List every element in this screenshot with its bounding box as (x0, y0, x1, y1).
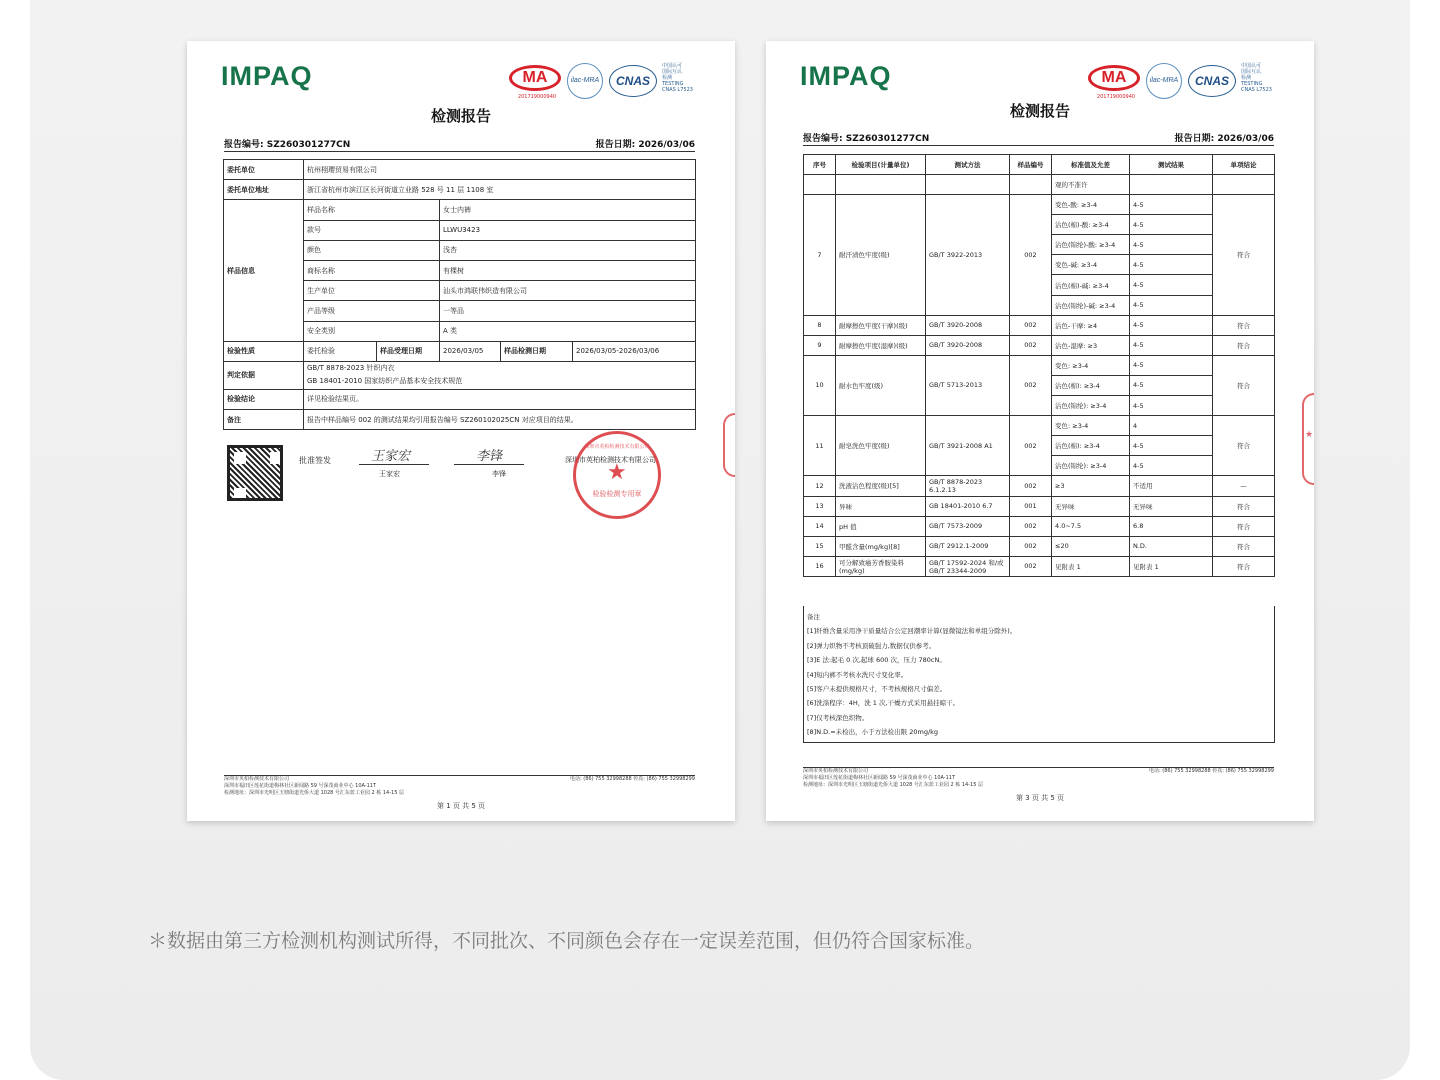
background-panel (30, 0, 1410, 1080)
item-number: 16 (804, 556, 836, 576)
test-method: GB 18401-2010 6.7 (926, 496, 1010, 516)
test-method: GB/T 3921-2008 A1 (926, 416, 1010, 476)
test-method: GB/T 17592-2024 和/或 GB/T 23344-2009 (926, 556, 1010, 576)
signature-line (454, 464, 524, 465)
table-row (804, 335, 1275, 355)
test-item: 洗液沾色程度(级)[5] (836, 476, 926, 496)
table-row (804, 416, 1275, 436)
test-result: 4-5 (1130, 456, 1213, 476)
remark-label: 备注 (224, 410, 304, 430)
receive-date-label: 样品受理日期 (377, 341, 440, 361)
report-number: 报告编号: SZ260301277CN (224, 140, 351, 150)
column-header: 标准值及允差 (1052, 155, 1130, 175)
item-number: 15 (804, 536, 836, 556)
standard-value: 无异味 (1052, 496, 1130, 516)
sample-number: 002 (1010, 476, 1052, 496)
test-result: 4-5 (1130, 315, 1213, 335)
cnas-info-line: CNAS L7523 (662, 87, 693, 93)
column-header: 单项结论 (1213, 155, 1275, 175)
sample-number: 002 (1010, 355, 1052, 415)
standard-value: 沾色(棉): ≥3-4 (1052, 436, 1130, 456)
table-row (804, 516, 1275, 536)
test-result: 6.8 (1130, 516, 1213, 536)
test-item: 耐汗渍色牢度(级) (836, 195, 926, 316)
table-row (224, 160, 696, 180)
brand-logo: IMPAQ (800, 61, 892, 91)
standard-value: 变色-碱: ≥3-4 (1052, 255, 1130, 275)
notes-box (803, 606, 1275, 743)
test-method: GB/T 8878-2023 6.1.2.13 (926, 476, 1010, 496)
test-method: GB/T 5713-2013 (926, 355, 1010, 415)
test-item: 耐皂洗色牢度(级) (836, 416, 926, 476)
signer-organization: 深圳市英柏检测技术有限公司 (565, 456, 656, 464)
cnas-info-line: 国际互认 (662, 69, 683, 75)
note-line: [7]仅考核深色织物。 (807, 713, 869, 722)
standard-value: 变色: ≥3-4 (1052, 416, 1130, 436)
cma-logo: MA (509, 65, 561, 91)
cnas-info-line: TESTING (1241, 81, 1263, 87)
table-row (804, 355, 1275, 375)
note-line: [6]洗涤程序：4H，洗 1 次,干燥方式采用悬挂晾干。 (807, 699, 960, 708)
sample-number: 002 (1010, 536, 1052, 556)
note-line: [8]N.D.=未检出，小于方法检出限 20mg/kg (807, 728, 939, 737)
page-number: 第 1 页 共 5 页 (436, 802, 486, 810)
note-line: [2]弹力织物不考核顶破强力,数据仅供参考。 (807, 641, 936, 650)
signature-2: 李锋 (476, 449, 503, 464)
test-item: 可分解致癌芳香胺染料(mg/kg) (836, 556, 926, 576)
test-date-label: 样品检测日期 (501, 341, 573, 361)
test-item: 甲醛含量(mg/kg)[8] (836, 536, 926, 556)
test-result: 不适用 (1130, 476, 1213, 496)
footer (224, 776, 695, 797)
standard-value: 沾色(棉)-酸: ≥3-4 (1052, 215, 1130, 235)
test-item: 耐摩擦色牢度(干摩)(级) (836, 315, 926, 335)
table-row (224, 389, 696, 409)
page-number: 第 3 页 共 5 页 (1015, 794, 1065, 802)
address-label: 委托单位地址 (224, 180, 304, 200)
standard-value: ≥3 (1052, 476, 1130, 496)
cnas-info-line: 检测 (662, 75, 673, 81)
approve-label: 批准签发 (299, 456, 331, 465)
signature-line (359, 464, 429, 465)
standard-value: 沾色(棉)-碱: ≥3-4 (1052, 275, 1130, 295)
remark-value: 报告中样品编号 002 的测试结果均引用报告编号 SZ260102025CN 对应项目的结果。 (304, 410, 696, 430)
certification-logos (509, 63, 705, 105)
sample-item-value: 女士内裤 (440, 200, 696, 220)
note-line: [3]E 法:起毛 0 次,起球 600 次，压力 780cN。 (807, 656, 946, 665)
seal-text: 检验检测专用章 (592, 490, 642, 498)
test-result: 见附表 1 (1130, 556, 1213, 576)
brand-logo: IMPAQ (221, 61, 313, 91)
test-result: 4-5 (1130, 396, 1213, 416)
qr-code (227, 445, 283, 501)
footer-contact: 电话: (86) 755 32998288 传真: (86) 755 32998299 (1148, 768, 1274, 774)
seal-arc-text: 深圳市英柏检测技术有限公司 (584, 444, 650, 450)
standard-value: ≤20 (1052, 536, 1130, 556)
test-result: 4-5 (1130, 355, 1213, 375)
footer-contact: 电话: (86) 755 32998288 传真: (86) 755 32998299 (569, 776, 695, 782)
test-method: GB/T 3920-2008 (926, 335, 1010, 355)
item-verdict: 符合 (1213, 335, 1275, 355)
footer (803, 768, 1274, 789)
column-header: 样品编号 (1010, 155, 1052, 175)
footer-rule (224, 775, 695, 776)
cnas-info (1241, 63, 1287, 93)
test-result: 4-5 (1130, 436, 1213, 456)
item-number: 14 (804, 516, 836, 536)
item-number: 11 (804, 416, 836, 476)
test-result: 4-5 (1130, 235, 1213, 255)
sample-number: 002 (1010, 335, 1052, 355)
standard-value: 沾色(棉): ≥3-4 (1052, 375, 1130, 395)
footer-rule (803, 767, 1274, 768)
cnas-info-line: 国际互认 (1241, 69, 1262, 75)
edge-seal (723, 413, 735, 477)
certification-logos (1088, 63, 1284, 105)
report-date: 报告日期: 2026/03/06 (595, 140, 695, 150)
footer-line: 深圳市英柏检测技术有限公司 (803, 768, 869, 774)
table-row (804, 536, 1275, 556)
table-row (804, 496, 1275, 516)
footer-line: 检测地址：深圳市光明区玉塘街道光侨大道 1028 号汇东蓝工业园 2 栋 14-15 层 (803, 782, 983, 788)
header-rule (803, 145, 1274, 146)
footer-line: 深圳市英柏检测技术有限公司 (224, 776, 290, 782)
test-result: 4 (1130, 416, 1213, 436)
sample-item-value: 一等品 (440, 301, 696, 321)
test-results-table (803, 154, 1275, 577)
cma-number: 201719000940 (1096, 94, 1136, 100)
cnas-info-line: CNAS L7523 (1241, 87, 1272, 93)
nature-value: 委托检验 (304, 341, 377, 361)
table-row (224, 180, 696, 200)
sample-number: 002 (1010, 416, 1052, 476)
signer-1-name: 王家宏 (379, 470, 400, 478)
basis-label: 判定依据 (224, 361, 304, 389)
item-verdict: 符合 (1213, 496, 1275, 516)
sample-number: 001 (1010, 496, 1052, 516)
report-meta (803, 131, 1274, 144)
footer-line: 深圳市福田区莲花街道梅林社区新闻路 59 号深茂商业中心 10A-11T (224, 783, 377, 789)
table-row (804, 476, 1275, 496)
item-number: 7 (804, 195, 836, 316)
item-verdict: — (1213, 476, 1275, 496)
table-row (804, 195, 1275, 215)
test-result: 4-5 (1130, 335, 1213, 355)
test-result: 4-5 (1130, 375, 1213, 395)
test-item: 耐摩擦色牢度(湿摩)(级) (836, 335, 926, 355)
sample-item-key: 样品名称 (304, 200, 440, 220)
sample-number: 002 (1010, 315, 1052, 335)
test-result: 4-5 (1130, 255, 1213, 275)
cnas-logo: CNAS (609, 65, 657, 97)
test-result: 4-5 (1130, 275, 1213, 295)
ilac-mra-logo: ilac-MRA (1146, 63, 1182, 99)
item-verdict: 符合 (1213, 355, 1275, 415)
test-result: 4-5 (1130, 215, 1213, 235)
test-method: GB/T 3920-2008 (926, 315, 1010, 335)
header-rule (224, 151, 695, 152)
standard-value: 变色-酸: ≥3-4 (1052, 195, 1130, 215)
client-value: 杭州栩璎贸易有限公司 (304, 160, 696, 180)
note-line: [4]短内裤不考核水洗尺寸变化率。 (807, 670, 908, 679)
signature-1: 王家宏 (371, 449, 411, 464)
disclaimer-text: ＊数据由第三方检测机构测试所得，不同批次、不同颜色会存在一定误差范围，但仍符合国家标准。 (148, 930, 985, 952)
standard-value: 见附表 1 (1052, 556, 1130, 576)
receive-date-value: 2026/03/05 (440, 341, 501, 361)
conclusion-value: 详见检验结果页。 (304, 389, 696, 409)
cnas-info-line: TESTING (662, 81, 684, 87)
table-row (804, 175, 1275, 195)
sample-item-key: 产品等级 (304, 301, 440, 321)
sample-number: 002 (1010, 516, 1052, 536)
test-result: 无异味 (1130, 496, 1213, 516)
footer-line: 深圳市福田区莲花街道梅林社区新闻路 59 号深茂商业中心 10A-11T (803, 775, 956, 781)
conclusion-label: 检验结论 (224, 389, 304, 409)
standard-value: 沾色(锦纶): ≥3-4 (1052, 456, 1130, 476)
table-header-row (804, 155, 1275, 175)
star-icon: ★ (607, 460, 627, 485)
sample-item-key: 商标名称 (304, 260, 440, 280)
basis-value (304, 361, 696, 389)
standard-value: 沾色-湿摩: ≥3 (1052, 335, 1130, 355)
sample-number: 002 (1010, 556, 1052, 576)
table-row (224, 361, 696, 389)
column-header: 测试方法 (926, 155, 1010, 175)
report-title: 检测报告 (1009, 102, 1070, 120)
item-number: 13 (804, 496, 836, 516)
notes-title: 备注 (807, 613, 820, 621)
report-info-table (223, 159, 696, 430)
standard-value: 变色: ≥3-4 (1052, 355, 1130, 375)
test-date-value: 2026/03/05-2026/03/06 (573, 341, 696, 361)
sample-item-value: 汕头市鸿联伟织造有限公司 (440, 281, 696, 301)
column-header: 序号 (804, 155, 836, 175)
item-verdict: 符合 (1213, 315, 1275, 335)
sample-item-value: 浅杏 (440, 240, 696, 260)
column-header: 检验项目(计量单位) (836, 155, 926, 175)
edge-seal (1302, 393, 1314, 485)
item-verdict: 符合 (1213, 416, 1275, 476)
address-value: 浙江省杭州市滨江区长河街道立业路 528 号 11 层 1108 室 (304, 180, 696, 200)
signer-2-name: 李锋 (492, 470, 506, 478)
standard-value: 沾色(锦纶)-酸: ≥3-4 (1052, 235, 1130, 255)
sample-item-key: 生产单位 (304, 281, 440, 301)
table-row (224, 200, 696, 220)
report-page-1 (187, 41, 735, 821)
report-date: 报告日期: 2026/03/06 (1174, 134, 1274, 144)
carryover-text: 观的不准许 (1052, 175, 1130, 195)
item-number: 8 (804, 315, 836, 335)
sample-item-key: 颜色 (304, 240, 440, 260)
test-method: GB/T 2912.1-2009 (926, 536, 1010, 556)
sample-number: 002 (1010, 195, 1052, 316)
sample-item-key: 款号 (304, 220, 440, 240)
sample-item-key: 安全类别 (304, 321, 440, 341)
report-title: 检测报告 (430, 107, 491, 125)
cnas-logo: CNAS (1188, 65, 1236, 97)
table-row (804, 556, 1275, 576)
test-item: 耐水色牢度(级) (836, 355, 926, 415)
item-number: 12 (804, 476, 836, 496)
standard-value: 沾色-干摩: ≥4 (1052, 315, 1130, 335)
report-number: 报告编号: SZ260301277CN (803, 134, 930, 144)
cnas-info (662, 63, 708, 93)
footer-line: 检测地址：深圳市光明区玉塘街道光侨大道 1028 号汇东蓝工业园 2 栋 14-15 层 (224, 790, 404, 796)
test-result: N.D. (1130, 536, 1213, 556)
standard-value: 沾色(锦纶): ≥3-4 (1052, 396, 1130, 416)
cnas-info-line: 检测 (1241, 75, 1252, 81)
ilac-mra-logo: ilac-MRA (567, 63, 603, 99)
item-verdict: 符合 (1213, 195, 1275, 316)
test-result: 4-5 (1130, 295, 1213, 315)
test-result: 4-5 (1130, 195, 1213, 215)
sample-item-value: A 类 (440, 321, 696, 341)
test-method: GB/T 3922-2013 (926, 195, 1010, 316)
test-item: 异味 (836, 496, 926, 516)
basis-line: GB 18401-2010 国家纺织产品基本安全技术规范 (307, 377, 463, 386)
test-method: GB/T 7573-2009 (926, 516, 1010, 536)
table-row (804, 315, 1275, 335)
sample-item-value: 有棵树 (440, 260, 696, 280)
official-seal (573, 431, 661, 519)
cma-logo: MA (1088, 65, 1140, 91)
nature-label: 检验性质 (224, 341, 304, 361)
cnas-info-line: 中国认可 (662, 63, 683, 69)
cnas-info-line: 中国认可 (1241, 63, 1262, 69)
cma-number: 201719000940 (517, 94, 557, 100)
column-header: 测试结果 (1130, 155, 1213, 175)
report-meta (224, 137, 695, 150)
standard-value: 沾色(锦纶)-碱: ≥3-4 (1052, 295, 1130, 315)
note-line: [1]纤维含量采用净干质量结合公定回潮率计算(显微镜法和单组分除外)。 (807, 627, 1017, 636)
star-icon: ★ (1305, 430, 1314, 441)
sample-item-value: LLWU3423 (440, 220, 696, 240)
item-verdict: 符合 (1213, 536, 1275, 556)
item-verdict: 符合 (1213, 516, 1275, 536)
standard-value: 4.0~7.5 (1052, 516, 1130, 536)
sample-info-label: 样品信息 (224, 200, 304, 341)
note-line: [5]客户未提供规格尺寸，不考核规格尺寸偏差。 (807, 685, 947, 694)
item-number: 10 (804, 355, 836, 415)
test-item: pH 值 (836, 516, 926, 536)
item-number: 9 (804, 335, 836, 355)
basis-line: GB/T 8878-2023 针织内衣 (307, 364, 395, 373)
table-row (224, 341, 696, 361)
report-page-3 (766, 41, 1314, 821)
client-label: 委托单位 (224, 160, 304, 180)
table-row (224, 410, 696, 430)
item-verdict: 符合 (1213, 556, 1275, 576)
